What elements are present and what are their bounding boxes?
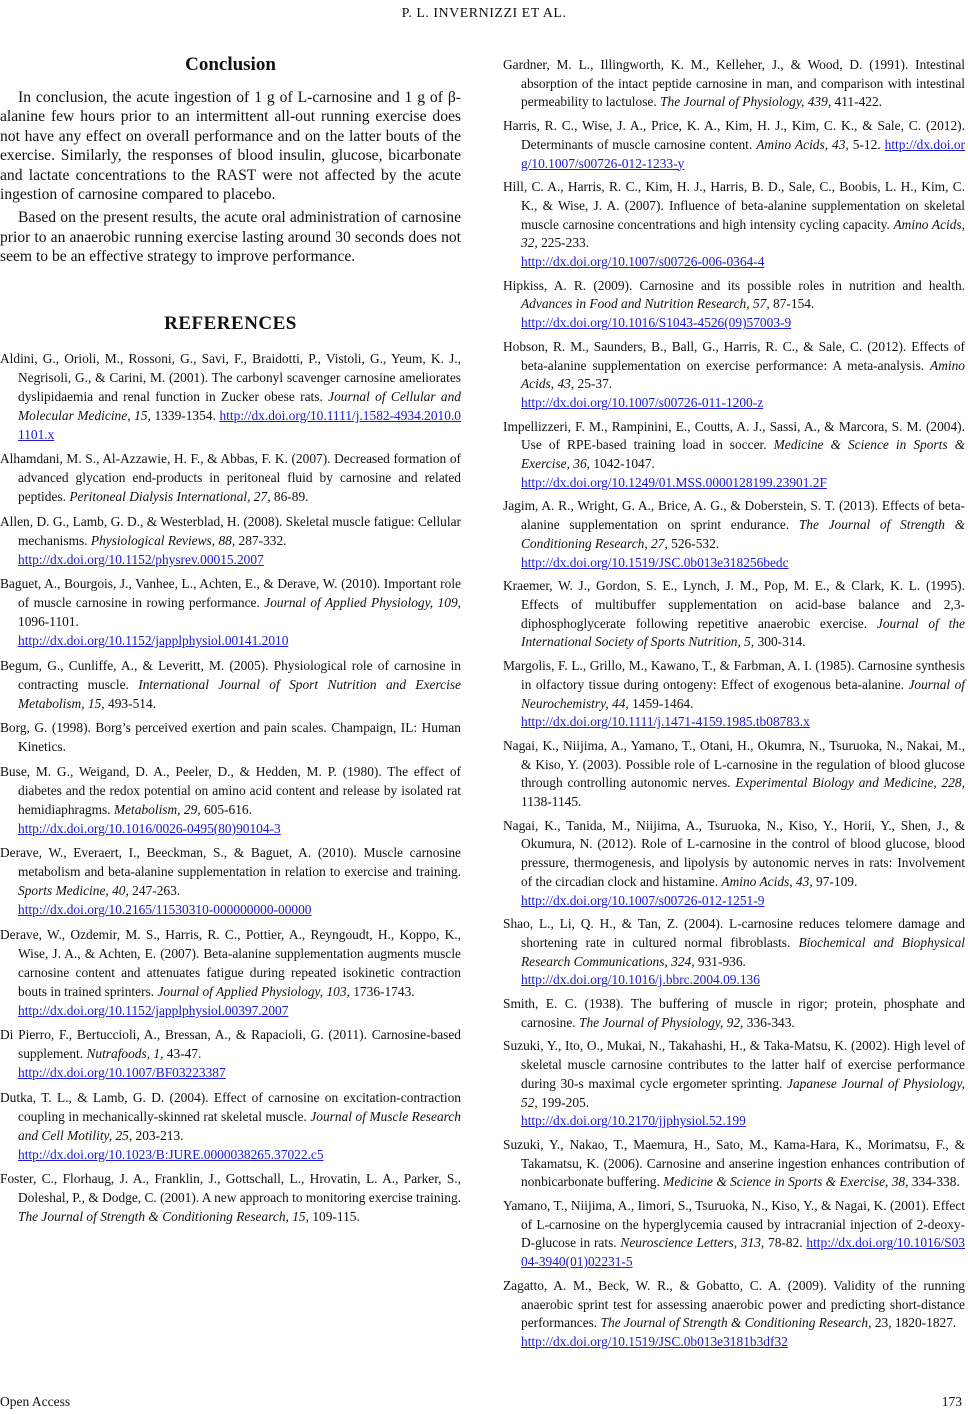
reference-entry bbox=[503, 1136, 965, 1192]
reference-text: Hipkiss, A. R. (2009). Carnosine and its possible roles in nutrition and health. bbox=[503, 277, 965, 293]
reference-entry bbox=[503, 1037, 965, 1131]
doi-link[interactable]: http://dx.doi.org/10.1111/j.1582-4934.2010.01101.x bbox=[18, 407, 461, 442]
reference-text: Borg, G. (1998). Borg’s perceived exertion and pain scales. Champaign, IL: Human Kinetics. bbox=[0, 720, 461, 755]
reference-pages: 109-115. bbox=[308, 1209, 360, 1225]
reference-entry bbox=[503, 178, 965, 272]
reference-pages: 203-213. bbox=[132, 1127, 184, 1143]
reference-source: Medicine & Science in Sports & Exercise, 36, bbox=[521, 437, 966, 472]
reference-source: The Journal of Strength & Conditioning Research, 27, bbox=[521, 517, 965, 551]
reference-source: Experimental Biology and Medicine, 228, bbox=[735, 775, 965, 791]
doi-link[interactable]: http://dx.doi.org/10.1152/japplphysiol.00397.2007 bbox=[18, 1002, 289, 1018]
reference-text: Shao, L., Li, Q. H., & Tan, Z. (2004). L-carnosine reduces telomere damage and shortening rate in cultured normal fibroblasts. bbox=[503, 916, 965, 950]
reference-text: Aldini, G., Orioli, M., Rossoni, G., Savi, F., Braidotti, P., Vistoli, G., Yeum, K. J., Negrisoli, G., & Carini, M. (2001). The carbonyl scavenger carnosine ameliorates dyslipidaemia and renal function in Zucker obese rats. bbox=[0, 350, 461, 404]
reference-text: Yamano, T., Niijima, A., Iimori, S., Tsuruoka, N., Kiso, Y., & Nagai, K. (2001). Effect of L-carnosine on the hyperglycemia caused by intracranial injection of 2-deoxy-D-glucose in rats. bbox=[503, 1198, 965, 1251]
reference-source: Amino Acids, 43, bbox=[521, 357, 965, 392]
reference-source: Sports Medicine, 40, bbox=[18, 883, 129, 899]
reference-source: Journal of Neurochemistry, 44, bbox=[521, 676, 965, 711]
doi-link[interactable]: http://dx.doi.org/10.1016/S0304-3940(01)02231-5 bbox=[521, 1235, 965, 1270]
reference-pages: 931-936. bbox=[694, 953, 746, 969]
conclusion-paragraph: Based on the present results, the acute oral administration of carnosine prior to an anaerobic running exercise lasting around 30 seconds does not seem to be an effective strategy to improve performance. bbox=[0, 209, 461, 266]
reference-source: The Journal of Strength & Conditioning Research, bbox=[600, 1315, 872, 1331]
reference-text: Hobson, R. M., Saunders, B., Ball, G., Harris, R. C., & Sale, C. (2012). Effects of beta-alanine supplementation on exercise performance: A meta-analysis. bbox=[503, 338, 965, 373]
reference-text: Hill, C. A., Harris, R. C., Kim, H. J., Harris, B. D., Sale, C., Boobis, L. H., Kim, C. K., & Wise, J. A. (2007). Influence of beta-alanine supplementation on skeletal muscle carnosine concentrations and high intensity cycling capacity. bbox=[503, 179, 965, 232]
reference-entry bbox=[503, 737, 965, 812]
reference-entry bbox=[0, 1169, 461, 1226]
doi-link[interactable]: http://dx.doi.org/10.1111/j.1471-4159.1985.tb08783.x bbox=[521, 714, 810, 730]
doi-link[interactable]: http://dx.doi.org/10.1007/s00726-012-1251-9 bbox=[521, 892, 765, 908]
reference-pages: 1096-1101. bbox=[18, 614, 79, 630]
reference-pages: 25-37. bbox=[574, 376, 613, 392]
reference-entry bbox=[503, 577, 965, 652]
reference-source: Physiological Reviews, 88, bbox=[90, 532, 236, 548]
reference-text: Di Pierro, F., Bertuccioli, A., Bressan, A., & Rapacioli, G. (2011). Carnosine-based supplement. bbox=[0, 1027, 461, 1062]
reference-text: Begum, G., Cunliffe, A., & Leveritt, M. (2005). Physiological role of carnosine in contracting muscle. bbox=[0, 657, 461, 692]
reference-source: Metabolism, 29, bbox=[113, 801, 201, 817]
reference-text: Smith, E. C. (1938). The buffering of muscle in rigor; protein, phosphate and carnosine. bbox=[503, 996, 965, 1030]
doi-link[interactable]: http://dx.doi.org/10.1007/BF03223387 bbox=[18, 1065, 226, 1081]
reference-entry bbox=[503, 817, 965, 911]
doi-link[interactable]: http://dx.doi.org/10.1007/s00726-012-1233-y bbox=[521, 136, 965, 171]
doi-link[interactable]: http://dx.doi.org/10.1519/JSC.0b013e318256bedc bbox=[521, 554, 789, 570]
reference-pages: 493-514. bbox=[104, 695, 156, 711]
reference-text: Alhamdani, M. S., Al-Azzawie, H. F., & Abbas, F. K. (2007). Decreased formation of advanced glycation end-products in peritoneal fluid by carnosine and related peptides. bbox=[0, 451, 461, 505]
reference-source: Amino Acids, 32, bbox=[521, 216, 965, 251]
reference-source: The Journal of Physiology, 92, bbox=[579, 1014, 744, 1030]
doi-link[interactable]: http://dx.doi.org/10.1016/0026-0495(80)90104-3 bbox=[18, 820, 281, 836]
reference-pages: 87-154. bbox=[769, 296, 815, 312]
reference-source: Advances in Food and Nutrition Research, 57, bbox=[521, 296, 770, 312]
reference-source: Journal of Cellular and Molecular Medicine, 15, bbox=[18, 388, 462, 423]
reference-pages: 78-82. bbox=[764, 1235, 807, 1251]
reference-entry bbox=[503, 497, 965, 572]
reference-entry bbox=[0, 762, 461, 838]
reference-entry bbox=[503, 995, 965, 1032]
reference-pages: 526-532. bbox=[667, 535, 720, 551]
conclusion-paragraph: In conclusion, the acute ingestion of 1 g of L-carnosine and 1 g of β-alanine few hours prior to an intermittent all-out running exercise does not have any effect on overall performance and on the latter bouts of the exercise. Similarly, the responses of blood insulin, glucose, bicarbonate and lactate concentrations to the RAST were not affected by the acute ingestion of carnosine compared to placebo. bbox=[0, 89, 461, 204]
reference-pages: 225-233. bbox=[537, 235, 590, 251]
left-column bbox=[0, 48, 461, 1232]
reference-entry bbox=[0, 574, 461, 650]
reference-source: Journal of Applied Physiology, 103, bbox=[157, 983, 350, 999]
reference-text: Foster, C., Florhaug, J. A., Franklin, J., Gottschall, L., Hrovatin, L. A., Parker, S., Doleshal, P., & Dodge, C. (2001). A new approach to monitoring exercise training. bbox=[0, 1171, 461, 1206]
reference-pages: 1138-1145. bbox=[521, 794, 582, 810]
reference-text: Allen, D. G., Lamb, G. D., & Westerblad, H. (2008). Skeletal muscle fatigue: Cellular mechanisms. bbox=[0, 513, 461, 548]
reference-pages: 43-47. bbox=[163, 1046, 202, 1062]
reference-entry bbox=[0, 1025, 461, 1082]
reference-text: Nagai, K., Niijima, A., Yamano, T., Otani, H., Okumra, N., Tsuruoka, N., Nakai, M., & Kiso, Y. (2003). Possible role of L-carnosine in the regulation of blood glucose through controlling autonomic nerves. bbox=[503, 737, 965, 791]
reference-entry bbox=[503, 418, 965, 493]
reference-text: Suzuki, Y., Ito, O., Mukai, N., Takahashi, H., & Taka-Matsu, K. (2002). High level of skeletal muscle carnosine contributes to the latter half of exercise performance during 30-s maximal cycle ergometer sprinting. bbox=[503, 1038, 965, 1091]
reference-source: Journal of Applied Physiology, 109, bbox=[264, 595, 461, 611]
reference-source: Peritoneal Dialysis International, 27, bbox=[69, 489, 271, 505]
reference-source: Amino Acids, 43, bbox=[756, 136, 849, 152]
reference-entry bbox=[0, 349, 461, 444]
reference-source: Nutrafoods, 1, bbox=[86, 1046, 164, 1062]
reference-source: International Journal of Sport Nutrition and Exercise Metabolism, 15, bbox=[18, 676, 461, 711]
reference-entry bbox=[0, 925, 461, 1020]
reference-entry bbox=[503, 338, 965, 413]
doi-link[interactable]: http://dx.doi.org/10.1519/JSC.0b013e3181b3df32 bbox=[521, 1334, 788, 1349]
right-column bbox=[503, 56, 965, 1357]
reference-entry bbox=[0, 843, 461, 919]
reference-list-left bbox=[0, 349, 461, 1227]
reference-entry bbox=[503, 56, 965, 112]
reference-text: Zagatto, A. M., Beck, W. R., & Gobatto, C. A. (2009). Validity of the running anaerobic sprint test for assessing anaerobic power and predicting short-distance performances. bbox=[503, 1277, 965, 1331]
reference-pages: 5-12. bbox=[848, 136, 885, 152]
reference-entry bbox=[0, 718, 461, 756]
reference-entry bbox=[0, 1088, 461, 1164]
reference-text: Buse, M. G., Weigand, D. A., Peeler, D., & Hedden, M. P. (1980). The effect of diabetes and the redox potential on amino acid content and release by isolated rat hemidiaphragms. bbox=[0, 763, 461, 817]
reference-entry bbox=[503, 1277, 965, 1352]
reference-source: Japanese Journal of Physiology, 52, bbox=[521, 1075, 966, 1110]
reference-entry bbox=[503, 277, 965, 333]
reference-source: Journal of the International Society of Sports Nutrition, 5, bbox=[521, 615, 965, 650]
reference-pages: 1459-1464. bbox=[628, 695, 694, 711]
reference-text: Impellizzeri, F. M., Rampinini, E., Coutts, A. J., Sassi, A., & Marcora, S. M. (2004). Use of RPE-based training load in soccer. bbox=[503, 418, 965, 453]
reference-pages: 287-332. bbox=[235, 532, 287, 548]
running-head: P. L. INVERNIZZI ET AL. bbox=[401, 6, 567, 21]
reference-text: Nagai, K., Tanida, M., Niijima, A., Tsuruoka, N., Kiso, Y., Horii, Y., Shen, J., & Okumura, N. (2012). Role of L-carnosine in the control of blood glucose, blood pressure, thermogenesis, and lipolysis by autonomic nerves in rats: Involvement of the circadian clock and histamine. bbox=[503, 817, 965, 889]
reference-pages: 97-109. bbox=[812, 873, 858, 889]
reference-text: Gardner, M. L., Illingworth, K. M., Kelleher, J., & Wood, D. (1991). Intestinal absorption of the intact peptide carnosine in man, and comparison with intestinal permeability to lactulose. bbox=[503, 57, 965, 110]
reference-entry bbox=[0, 512, 461, 569]
doi-link[interactable]: http://dx.doi.org/10.1016/S1043-4526(09)57003-9 bbox=[521, 315, 792, 331]
reference-entry bbox=[0, 449, 461, 506]
reference-entry bbox=[503, 915, 965, 990]
footer-access-label: Open Access bbox=[0, 1394, 71, 1409]
reference-pages: 86-89. bbox=[270, 489, 309, 505]
reference-source: Journal of Muscle Research and Cell Motility, 25, bbox=[18, 1108, 461, 1143]
doi-link[interactable]: http://dx.doi.org/10.1016/j.bbrc.2004.09.136 bbox=[521, 972, 760, 988]
doi-link[interactable]: http://dx.doi.org/10.2170/jjphysiol.52.199 bbox=[521, 1113, 746, 1129]
page-number: 173 bbox=[941, 1394, 962, 1409]
doi-link[interactable]: http://dx.doi.org/10.1249/01.MSS.0000128199.23901.2F bbox=[521, 474, 827, 490]
doi-link[interactable]: http://dx.doi.org/10.2165/11530310-000000000-00000 bbox=[18, 902, 312, 918]
reference-pages: 1736-1743. bbox=[349, 983, 415, 999]
reference-pages: 199-205. bbox=[537, 1094, 590, 1110]
doi-link[interactable]: http://dx.doi.org/10.1007/s00726-011-1200-z bbox=[521, 394, 764, 410]
reference-pages: 336-343. bbox=[743, 1014, 795, 1030]
reference-text: Suzuki, Y., Nakao, T., Maemura, H., Sato, M., Kama-Hara, K., Morimatsu, F., & Takamatsu, K. (2006). Carnosine and anserine ingestion enhances contribution of nonbicarbonate buffering. bbox=[503, 1136, 965, 1190]
conclusion-heading: Conclusion bbox=[185, 54, 276, 75]
reference-text: Jagim, A. R., Wright, G. A., Brice, A. G., & Doberstein, S. T. (2013). Effects of beta-alanine supplementation on sprint endurance. bbox=[503, 498, 965, 533]
reference-entry bbox=[503, 657, 965, 732]
references-heading: REFERENCES bbox=[164, 312, 297, 334]
reference-entry bbox=[503, 1197, 965, 1272]
reference-pages: 1339-1354. bbox=[150, 407, 220, 423]
reference-entry bbox=[0, 656, 461, 713]
reference-source: Medicine & Science in Sports & Exercise, 38, bbox=[663, 1174, 909, 1190]
reference-pages: 300-314. bbox=[754, 634, 806, 650]
reference-text: Derave, W., Everaert, I., Beeckman, S., & Baguet, A. (2010). Muscle carnosine metabolism and beta-alanine supplementation in relation to exercise and training. bbox=[0, 845, 461, 880]
reference-text: Dutka, T. L., & Lamb, G. D. (2004). Effect of carnosine on excitation-contraction coupling in mechanically-skinned rat skeletal muscle. bbox=[0, 1089, 461, 1124]
reference-source: Biochemical and Biophysical Research Communications, 324, bbox=[521, 934, 965, 969]
reference-pages: 1042-1047. bbox=[590, 456, 655, 472]
reference-list-right bbox=[503, 56, 965, 1352]
reference-pages: 334-338. bbox=[908, 1174, 960, 1190]
doi-link[interactable]: http://dx.doi.org/10.1007/s00726-006-0364-4 bbox=[521, 254, 765, 270]
reference-text: Kraemer, W. J., Gordon, S. E., Lynch, J. M., Pop, M. E., & Clark, K. L. (1995). Effects of multibuffer supplementation on acid-base balance and 2,3-diphosphoglycerate following repetitive anaerobic exercise. bbox=[503, 578, 965, 631]
doi-link[interactable]: http://dx.doi.org/10.1023/B:JURE.0000038265.37022.c5 bbox=[18, 1146, 324, 1162]
doi-link[interactable]: http://dx.doi.org/10.1152/physrev.00015.2007 bbox=[18, 551, 264, 567]
reference-pages: 605-616. bbox=[200, 801, 252, 817]
reference-text: Baguet, A., Bourgois, J., Vanhee, L., Achten, E., & Derave, W. (2010). Important role of muscle carnosine in rowing performance. bbox=[0, 576, 461, 611]
reference-text: Margolis, F. L., Grillo, M., Kawano, T., & Farbman, A. I. (1985). Carnosine synthesis in olfactory tissue during ontogeny: Effect of exogenous beta-alanine. bbox=[503, 658, 965, 692]
reference-source: The Journal of Physiology, 439, bbox=[660, 94, 832, 110]
reference-text: Derave, W., Ozdemir, M. S., Harris, R. C., Pottier, A., Reyngoudt, H., Koppo, K., Wise, J. A., & Achten, E. (2007). Beta-alanine supplementation augments muscle carnosine content and attenuates fatigue during repeated isokinetic contraction bouts in trained sprinters. bbox=[0, 926, 461, 999]
reference-entry bbox=[503, 117, 965, 173]
reference-pages: 247-263. bbox=[128, 883, 181, 899]
reference-pages: 411-422. bbox=[831, 94, 883, 110]
reference-source: Neuroscience Letters, 313, bbox=[620, 1235, 765, 1251]
reference-text: Harris, R. C., Wise, J. A., Price, K. A., Kim, H. J., Kim, C. K., & Sale, C. (2012). Determinants of muscle carnosine content. bbox=[503, 118, 965, 152]
reference-source: Amino Acids, 43, bbox=[721, 873, 813, 889]
reference-pages: 23, 1820-1827. bbox=[871, 1315, 957, 1331]
reference-source: The Journal of Strength & Conditioning Research, 15, bbox=[18, 1209, 309, 1225]
doi-link[interactable]: http://dx.doi.org/10.1152/japplphysiol.00141.2010 bbox=[18, 633, 289, 649]
